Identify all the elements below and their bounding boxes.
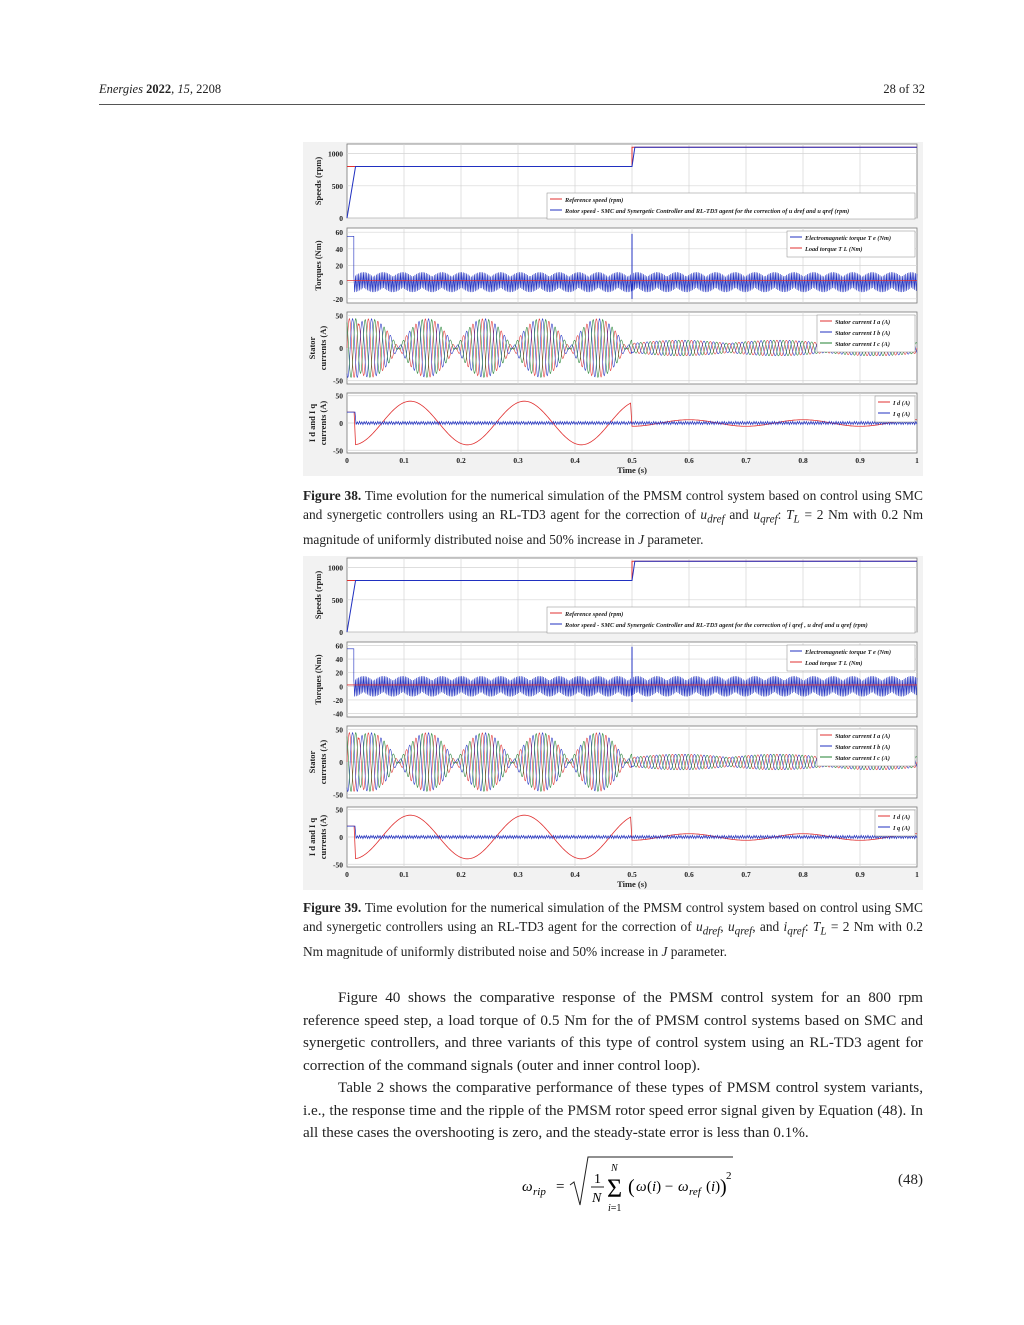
- y-tick-label: 0: [339, 833, 343, 842]
- x-tick-label: 0.9: [855, 456, 865, 465]
- figure-38-label: Figure 38.: [303, 488, 362, 503]
- y-tick-label: 0: [339, 344, 343, 353]
- y-tick-label: 40: [335, 244, 343, 254]
- figure-38: [303, 142, 923, 476]
- figure-39-caption: Figure 39. Time evolution for the numerical simulation of the PMSM control system based on control using SMC and synergetic controllers using an RL-TD3 agent for the correction of $u_{dref}$, $u_{qref}$, and $i_{qref}$: $T_L = 2$ Nm with 0.2 Nm magnitude of uniformly distributed noise and 50% increase in J parameter.: [303, 900, 923, 959]
- y-tick-label: -50: [333, 790, 343, 800]
- x-tick-label: 0.1: [399, 456, 409, 465]
- svg-text:1: 1: [594, 1172, 601, 1187]
- equation-48-formula: [518, 1153, 738, 1215]
- x-tick-label: 0.6: [684, 456, 694, 465]
- equation-number: (48): [898, 1172, 923, 1188]
- figure-39: [303, 556, 923, 890]
- x-tick-label: 0.7: [741, 456, 751, 465]
- x-tick-label: 0.3: [513, 456, 523, 465]
- x-tick-label: 0.4: [570, 870, 580, 879]
- x-tick-label: 0.8: [798, 870, 808, 879]
- x-tick-label: 0: [345, 456, 349, 465]
- x-tick-label: 1: [915, 870, 919, 879]
- y-tick-label: -50: [333, 376, 343, 386]
- body-text: [303, 987, 923, 1145]
- svg-text:N: N: [611, 1163, 618, 1174]
- paragraph-2: Table 2 shows the comparative performance of these types of PMSM control system variants, i.e., the response time and the ripple of the PMSM rotor speed error signal given by Equation (48). In all these cases the overshooting is zero, and the steady-state error is less than 0.1%.: [303, 1079, 923, 1141]
- y-axis-label: currents (A): [318, 400, 328, 446]
- legend-label: Rotor speed - SMC and Synergetic Controller and RL-TD3 agent for the correction of u dref and u qref (rpm): [565, 208, 850, 215]
- y-axis-label: currents (A): [318, 325, 328, 371]
- x-tick-label: 0.5: [627, 870, 637, 879]
- y-axis-label: currents (A): [318, 739, 328, 785]
- y-tick-label: 60: [335, 641, 343, 651]
- y-tick-label: 0: [339, 682, 343, 692]
- page-number: 28 of 32: [883, 82, 925, 96]
- legend-label: Stator current I b (A): [835, 330, 891, 337]
- svg-text:Σ: Σ: [607, 1174, 623, 1203]
- y-tick-label: -40: [333, 709, 343, 719]
- legend-label: Reference speed (rpm): [565, 197, 624, 204]
- x-tick-label: 0.8: [798, 456, 808, 465]
- svg-text:N: N: [592, 1191, 602, 1206]
- x-tick-label: 0.9: [855, 870, 865, 879]
- x-tick-label: 1: [915, 456, 919, 465]
- y-tick-label: 50: [335, 311, 343, 321]
- legend-label: I q (A): [893, 411, 911, 418]
- header-divider: [99, 104, 925, 105]
- svg-text:): ): [720, 1176, 727, 1198]
- paragraph-1: Figure 40 shows the comparative response of the PMSM control system for an 800 rpm reference speed step, a load torque of 0.5 Nm for the of PMSM control systems based on SMC and synergetic controllers, and three variants of this type of control system using an RL-TD3 agent for correction of the command signals (outer and inner control loop).: [303, 989, 923, 1074]
- y-tick-label: -50: [333, 446, 343, 456]
- svg-text:(i): (i): [706, 1179, 721, 1195]
- legend-label: I d (A): [893, 400, 911, 407]
- y-tick-label: 40: [335, 655, 343, 665]
- x-tick-label: 0: [345, 870, 349, 879]
- legend-label: Rotor speed - SMC and Synergetic Controller and RL-TD3 agent for the correction of i qref , u dref and u qref (rpm): [565, 622, 868, 629]
- x-tick-label: 0.3: [513, 870, 523, 879]
- x-axis-label: Time (s): [617, 465, 647, 475]
- journal-name: Energies: [99, 82, 143, 96]
- legend-label: Electromagnetic torque T e (Nm): [805, 649, 892, 656]
- y-axis-label: I d and I q: [307, 817, 317, 857]
- y-tick-label: 0: [339, 214, 343, 223]
- y-tick-label: 0: [339, 628, 343, 637]
- x-tick-label: 0.4: [570, 456, 580, 465]
- y-axis-label: Torques (Nm): [313, 240, 323, 291]
- y-tick-label: 20: [335, 261, 343, 271]
- y-tick-label: 50: [335, 391, 343, 401]
- y-tick-label: 1000: [328, 149, 343, 159]
- y-tick-label: -50: [333, 860, 343, 870]
- legend-label: Electromagnetic torque T e (Nm): [805, 235, 892, 242]
- legend-label: Stator current I c (A): [835, 341, 890, 348]
- journal-citation: Energies 2022, 15, 2208: [99, 82, 222, 96]
- legend-label: Stator current I c (A): [835, 755, 890, 762]
- y-tick-label: 0: [339, 758, 343, 767]
- svg-text:=: =: [556, 1179, 565, 1195]
- legend-label: Stator current I b (A): [835, 744, 891, 751]
- y-tick-label: 20: [335, 668, 343, 678]
- svg-text:rip: rip: [533, 1186, 546, 1198]
- svg-text:ω: ω: [522, 1179, 533, 1195]
- y-axis-label: Stator: [307, 750, 317, 774]
- y-tick-label: 50: [335, 725, 343, 735]
- svg-text:2: 2: [726, 1170, 732, 1182]
- y-axis-label: Torques (Nm): [313, 654, 323, 705]
- y-tick-label: 1000: [328, 563, 343, 573]
- article-number: 2208: [196, 82, 222, 96]
- figure-39-label: Figure 39.: [303, 900, 362, 915]
- y-axis-label: Stator: [307, 336, 317, 360]
- x-tick-label: 0.6: [684, 870, 694, 879]
- journal-volume: 15: [177, 82, 190, 96]
- y-tick-label: 0: [339, 419, 343, 428]
- y-tick-label: 60: [335, 228, 343, 238]
- legend-label: Stator current I a (A): [835, 319, 891, 326]
- y-tick-label: 50: [335, 805, 343, 815]
- svg-text:ω: ω: [678, 1179, 689, 1195]
- y-tick-label: 0: [339, 278, 343, 288]
- svg-text:ω: ω: [636, 1179, 647, 1195]
- x-axis-label: Time (s): [617, 879, 647, 889]
- y-axis-label: currents (A): [318, 814, 328, 860]
- x-tick-label: 0.7: [741, 870, 751, 879]
- legend-label: Load torque T L (Nm): [805, 660, 863, 667]
- figure-38-caption: Figure 38. Time evolution for the numerical simulation of the PMSM control system based on control using SMC and synergetic controllers using an RL-TD3 agent for the correction of $u_{dref}$ and $u_{qref}$: $T_L = 2$ Nm with 0.2 Nm magnitude of uniformly distributed noise and 50% increase in J parameter.: [303, 488, 923, 547]
- y-tick-label: -20: [333, 695, 343, 705]
- journal-year: 2022: [146, 82, 172, 96]
- y-axis-label: I d and I q: [307, 403, 317, 443]
- x-tick-label: 0.2: [456, 870, 466, 879]
- y-tick-label: -20: [333, 294, 343, 304]
- legend-label: I q (A): [893, 825, 911, 832]
- equation-48: [303, 1153, 923, 1213]
- figure-38-plot: [303, 142, 923, 476]
- y-axis-label: Speeds (rpm): [313, 156, 323, 206]
- legend-label: I d (A): [893, 814, 911, 821]
- svg-text:i=1: i=1: [608, 1203, 622, 1214]
- page-header: [99, 82, 925, 104]
- svg-text:(: (: [628, 1176, 635, 1198]
- legend-label: Stator current I a (A): [835, 733, 891, 740]
- x-tick-label: 0.2: [456, 456, 466, 465]
- y-tick-label: 500: [331, 595, 343, 605]
- svg-text:ref: ref: [689, 1186, 701, 1198]
- legend-label: Load torque T L (Nm): [805, 246, 863, 253]
- x-tick-label: 0.5: [627, 456, 637, 465]
- y-axis-label: Speeds (rpm): [313, 570, 323, 620]
- legend-label: Reference speed (rpm): [565, 611, 624, 618]
- x-tick-label: 0.1: [399, 870, 409, 879]
- y-tick-label: 500: [331, 181, 343, 191]
- figure-39-plot: [303, 556, 923, 890]
- svg-text:(i) −: (i) −: [647, 1179, 674, 1195]
